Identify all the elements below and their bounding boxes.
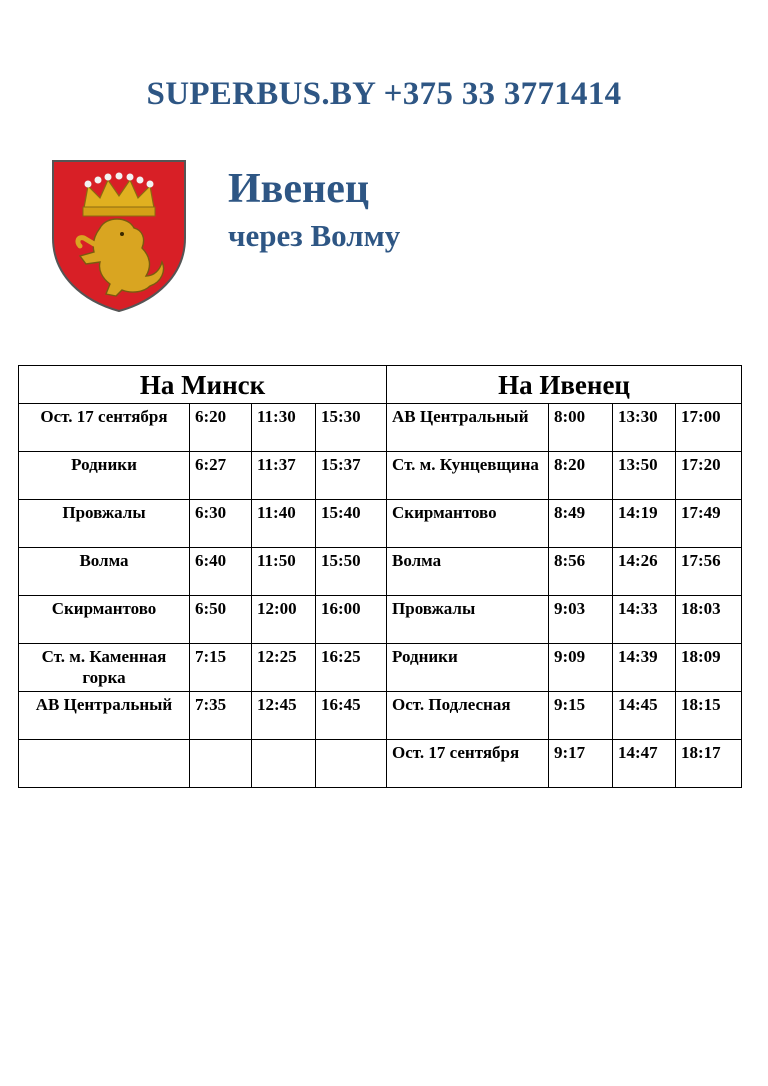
departure-time: 6:27 <box>190 452 252 500</box>
stop-name: Волма <box>19 548 190 596</box>
direction-header-minsk: На Минск <box>19 366 387 404</box>
stop-name: Родники <box>19 452 190 500</box>
departure-time: 15:50 <box>316 548 387 596</box>
stop-name: Ост. 17 сентября <box>387 740 549 788</box>
stop-name: Ст. м. Кунцевщина <box>387 452 549 500</box>
table-row <box>19 548 742 596</box>
departure-time: 8:49 <box>549 500 613 548</box>
departure-time: 12:00 <box>252 596 316 644</box>
departure-time: 16:45 <box>316 692 387 740</box>
departure-time: 6:40 <box>190 548 252 596</box>
departure-time: 17:49 <box>676 500 742 548</box>
stop-name: Провжалы <box>387 596 549 644</box>
direction-header-ivenets: На Ивенец <box>387 366 742 404</box>
departure-time: 14:47 <box>613 740 676 788</box>
departure-time: 17:56 <box>676 548 742 596</box>
departure-time: 15:40 <box>316 500 387 548</box>
stop-name: Родники <box>387 644 549 692</box>
coat-of-arms-icon <box>50 158 188 314</box>
departure-time: 14:19 <box>613 500 676 548</box>
departure-time: 6:20 <box>190 404 252 452</box>
departure-time: 11:37 <box>252 452 316 500</box>
departure-time: 18:17 <box>676 740 742 788</box>
departure-time <box>190 740 252 788</box>
table-row <box>19 644 742 692</box>
table-row <box>19 404 742 452</box>
departure-time: 17:20 <box>676 452 742 500</box>
departure-time: 15:30 <box>316 404 387 452</box>
stop-name: Ст. м. Каменная горка <box>19 644 190 692</box>
departure-time: 14:45 <box>613 692 676 740</box>
departure-time: 11:50 <box>252 548 316 596</box>
departure-time: 18:15 <box>676 692 742 740</box>
stop-name: Скирмантово <box>387 500 549 548</box>
departure-time: 8:00 <box>549 404 613 452</box>
departure-time: 13:30 <box>613 404 676 452</box>
departure-time: 6:50 <box>190 596 252 644</box>
stop-name <box>19 740 190 788</box>
stop-name: АВ Центральный <box>387 404 549 452</box>
stop-name: Волма <box>387 548 549 596</box>
stop-name: Скирмантово <box>19 596 190 644</box>
departure-time: 8:20 <box>549 452 613 500</box>
departure-time: 8:56 <box>549 548 613 596</box>
stop-name: Ост. Подлесная <box>387 692 549 740</box>
departure-time: 14:39 <box>613 644 676 692</box>
table-row <box>19 692 742 740</box>
departure-time: 9:17 <box>549 740 613 788</box>
table-row <box>19 452 742 500</box>
departure-time: 18:03 <box>676 596 742 644</box>
departure-time <box>252 740 316 788</box>
departure-time: 6:30 <box>190 500 252 548</box>
table-header-row <box>19 366 742 404</box>
departure-time: 7:15 <box>190 644 252 692</box>
departure-time: 14:26 <box>613 548 676 596</box>
departure-time: 18:09 <box>676 644 742 692</box>
departure-time: 7:35 <box>190 692 252 740</box>
departure-time: 12:25 <box>252 644 316 692</box>
route-title: Ивенец <box>228 166 370 212</box>
departure-time: 14:33 <box>613 596 676 644</box>
departure-time: 11:30 <box>252 404 316 452</box>
table-row <box>19 500 742 548</box>
departure-time: 17:00 <box>676 404 742 452</box>
page-header-title: SUPERBUS.BY +375 33 3771414 <box>146 76 622 112</box>
departure-time: 16:25 <box>316 644 387 692</box>
route-subtitle: через Волму <box>228 218 401 253</box>
departure-time: 15:37 <box>316 452 387 500</box>
departure-time: 12:45 <box>252 692 316 740</box>
departure-time: 9:09 <box>549 644 613 692</box>
stop-name: АВ Центральный <box>19 692 190 740</box>
stop-name: Провжалы <box>19 500 190 548</box>
departure-time: 16:00 <box>316 596 387 644</box>
departure-time <box>316 740 387 788</box>
departure-time: 9:15 <box>549 692 613 740</box>
departure-time: 11:40 <box>252 500 316 548</box>
table-row <box>19 740 742 788</box>
table-row <box>19 596 742 644</box>
stop-name: Ост. 17 сентября <box>19 404 190 452</box>
schedule-table <box>18 365 742 788</box>
departure-time: 13:50 <box>613 452 676 500</box>
departure-time: 9:03 <box>549 596 613 644</box>
